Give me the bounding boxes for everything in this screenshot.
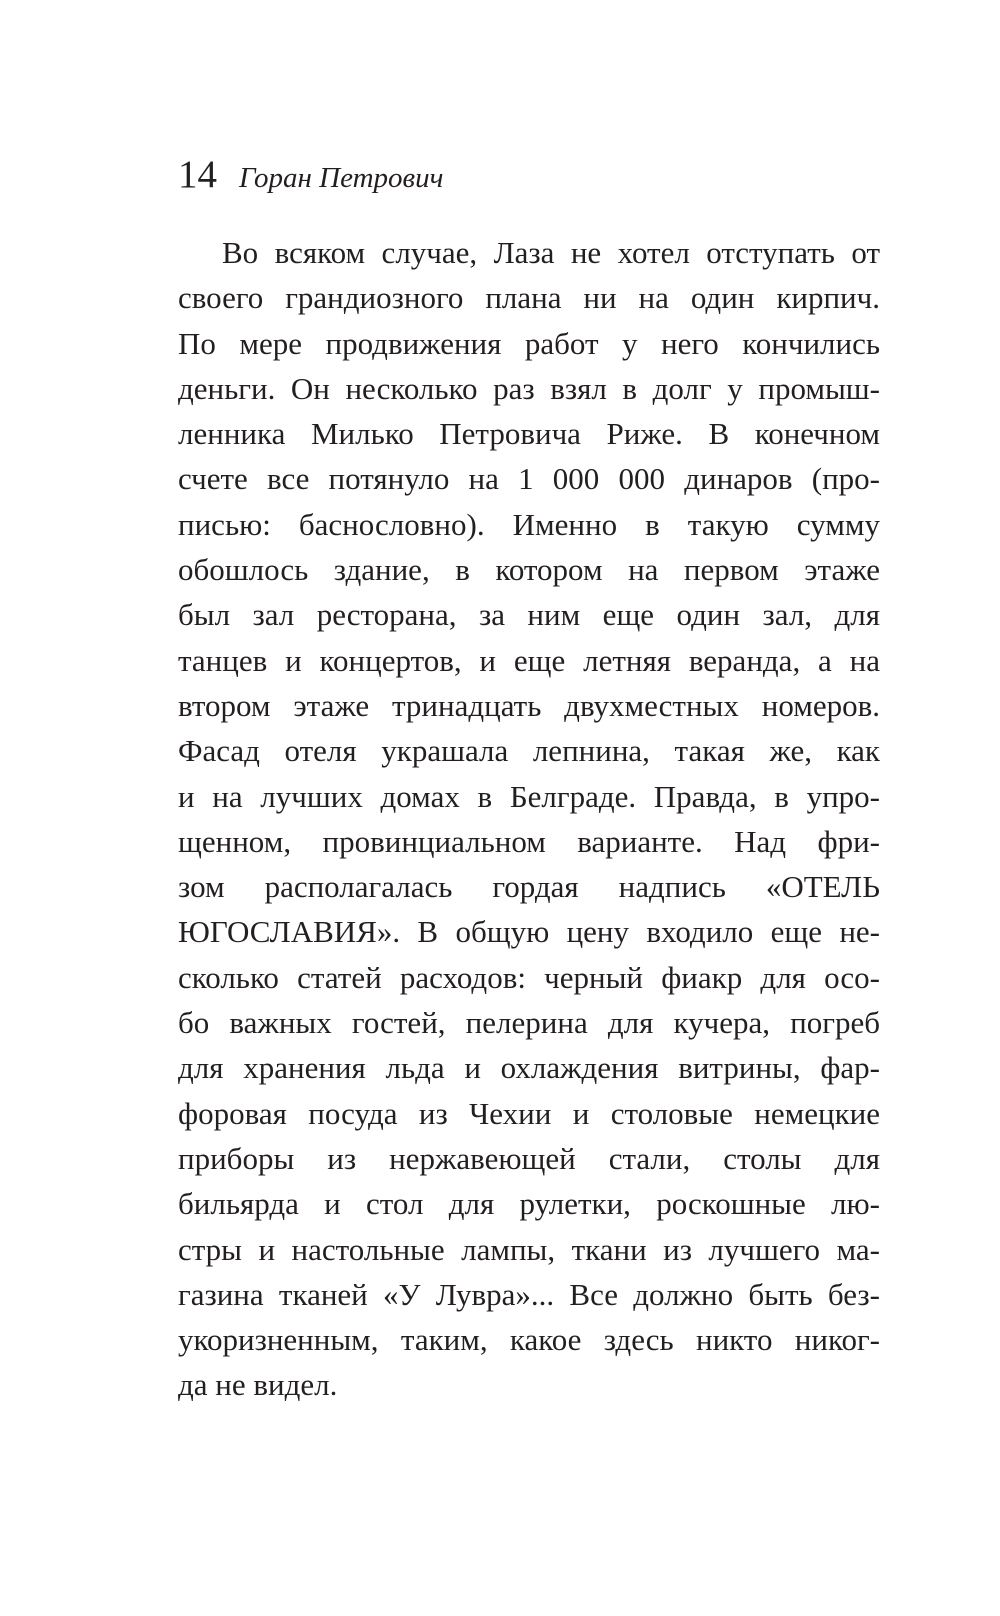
- text-line: да не видел.: [178, 1367, 338, 1403]
- text-line: ЮГОСЛАВИЯ». В общую цену входило еще не-: [178, 914, 880, 950]
- text-line: щенном, провинциальном варианте. Над фри-: [178, 823, 880, 859]
- text-line: Фасад отеля украшала лепнина, такая же, как: [178, 733, 880, 769]
- text-line: был зал ресторана, за ним еще один зал, для: [178, 597, 880, 633]
- text-line: деньги. Он несколько раз взял в долг у промыш-: [178, 370, 880, 406]
- text-line: приборы из нержавеющей стали, столы для: [178, 1140, 880, 1176]
- text-line: укоризненным, таким, какое здесь никто никог-: [178, 1322, 880, 1358]
- running-head: [178, 150, 443, 200]
- text-line: форовая посуда из Чехии и столовые немецкие: [178, 1095, 880, 1131]
- body-text: [178, 230, 880, 1408]
- text-line: зом располагалась гордая надпись «ОТЕЛЬ: [178, 869, 880, 905]
- text-line: стры и настольные лампы, ткани из лучшего ма-: [178, 1231, 880, 1267]
- page-number: 14: [178, 153, 217, 196]
- text-line: газина тканей «У Лувра»... Все должно быть без-: [178, 1276, 880, 1312]
- text-line: По мере продвижения работ у него кончились: [178, 325, 880, 361]
- author-name: Горан Петрович: [239, 162, 444, 194]
- text-line: своего грандиозного плана ни на один кирпич.: [178, 280, 880, 316]
- text-line: сколько статей расходов: черный фиакр для осо-: [178, 959, 880, 995]
- text-line: Во всяком случае, Лаза не хотел отступать от: [222, 235, 880, 270]
- text-line: бильярда и стол для рулетки, роскошные лю-: [178, 1186, 880, 1222]
- text-line: и на лучших домах в Белграде. Правда, в упро-: [178, 778, 880, 814]
- text-line: бо важных гостей, пелерина для кучера, погреб: [178, 1005, 880, 1041]
- text-line: втором этаже тринадцать двухместных номеров.: [178, 687, 880, 723]
- text-line: обошлось здание, в котором на первом этаже: [178, 552, 880, 588]
- text-line: ленника Милько Петровича Риже. В конечном: [178, 416, 880, 452]
- text-line: писью: баснословно). Именно в такую сумму: [178, 506, 880, 542]
- text-line: счете все потянуло на 1 000 000 динаров (про-: [178, 461, 880, 497]
- text-line: танцев и концертов, и еще летняя веранда, а на: [178, 642, 880, 678]
- text-line: для хранения льда и охлаждения витрины, фар-: [178, 1050, 880, 1086]
